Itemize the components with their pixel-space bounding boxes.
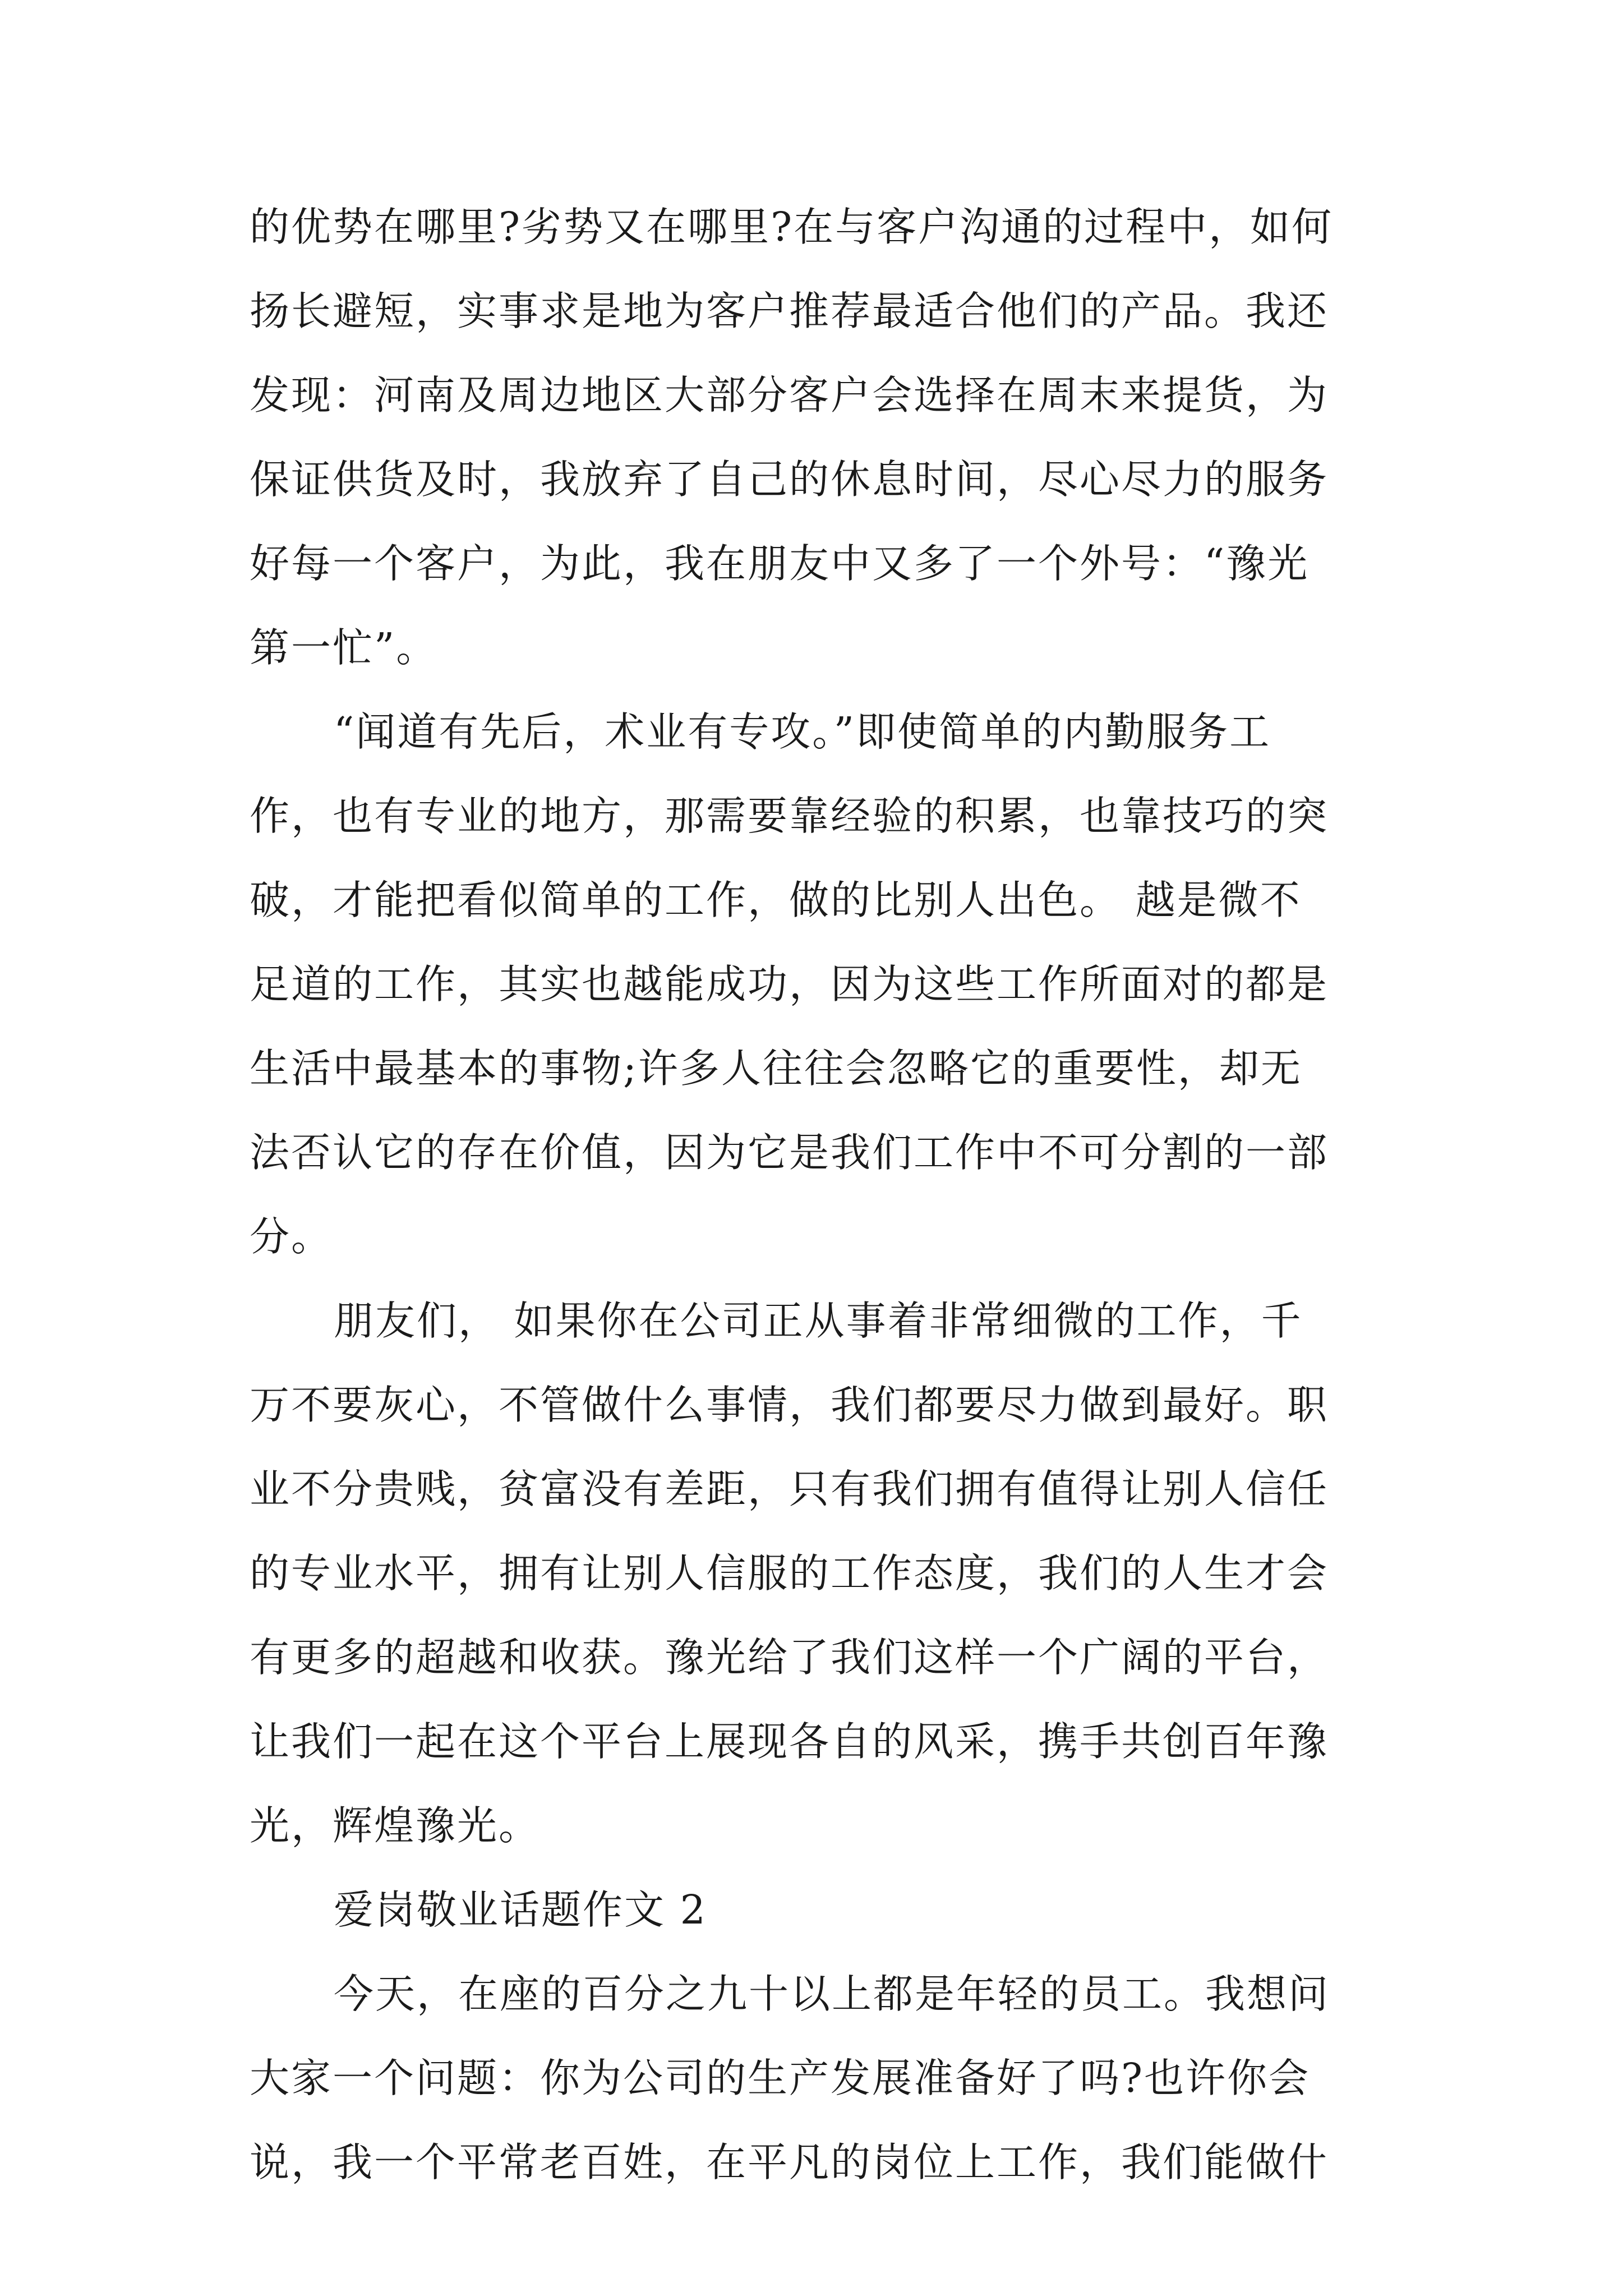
paragraph-first-line: 今天，在座的百分之九十以上都是年轻的员工。我想问 (334, 1971, 1330, 2017)
text-line: 扬长避短，实事求是地为客户推荐最适合他们的产品。我还 (250, 288, 1329, 334)
text-line: 足道的工作，其实也越能成功，因为这些工作所面对的都是 (250, 961, 1329, 1007)
text-line: 法否认它的存在价值，因为它是我们工作中不可分割的一部 (250, 1129, 1329, 1176)
text-line: 第一忙”。 (250, 624, 438, 671)
text-line: 好每一个客户，为此，我在朋友中又多了一个外号：“豫光 (250, 540, 1310, 587)
text-line: 大家一个问题：你为公司的生产发展准备好了吗?也许你会 (250, 2055, 1311, 2101)
text-line: 发现：河南及周边地区大部分客户会选择在周末来提货，为 (250, 372, 1329, 418)
text-line: 有更多的超越和收获。豫光给了我们这样一个广阔的平台， (250, 1634, 1329, 1681)
text-line: 分。 (250, 1213, 333, 1260)
text-line: 业不分贵贱，贫富没有差距，只有我们拥有值得让别人信任 (250, 1466, 1329, 1512)
text-line: 保证供货及时，我放弃了自己的休息时间，尽心尽力的服务 (250, 456, 1329, 503)
text-line: 光，辉煌豫光。 (250, 1802, 541, 1849)
text-line: 说，我一个平常老百姓，在平凡的岗位上工作，我们能做什 (250, 2139, 1329, 2185)
text-line: 生活中最基本的事物;许多人往往会忽略它的重要性，却无 (250, 1045, 1302, 1092)
section-heading: 爱岗敬业话题作文 2 (334, 1887, 707, 1933)
text-line: 万不要灰心，不管做什么事情，我们都要尽力做到最好。职 (250, 1382, 1329, 1428)
text-line: 破，才能把看似简单的工作，做的比别人出色。 越是微不 (250, 877, 1302, 923)
text-line: 作，也有专业的地方，那需要靠经验的积累，也靠技巧的突 (250, 793, 1329, 839)
paragraph-first-line: “闻道有先后，术业有专攻。”即使简单的内勤服务工 (334, 708, 1271, 755)
text-line: 的优势在哪里?劣势又在哪里?在与客户沟通的过程中，如何 (250, 204, 1334, 250)
text-line: 让我们一起在这个平台上展现各自的风采，携手共创百年豫 (250, 1718, 1329, 1765)
paragraph-first-line: 朋友们， 如果你在公司正从事着非常细微的工作，千 (334, 1297, 1303, 1344)
text-line: 的专业水平，拥有让别人信服的工作态度，我们的人生才会 (250, 1550, 1329, 1596)
